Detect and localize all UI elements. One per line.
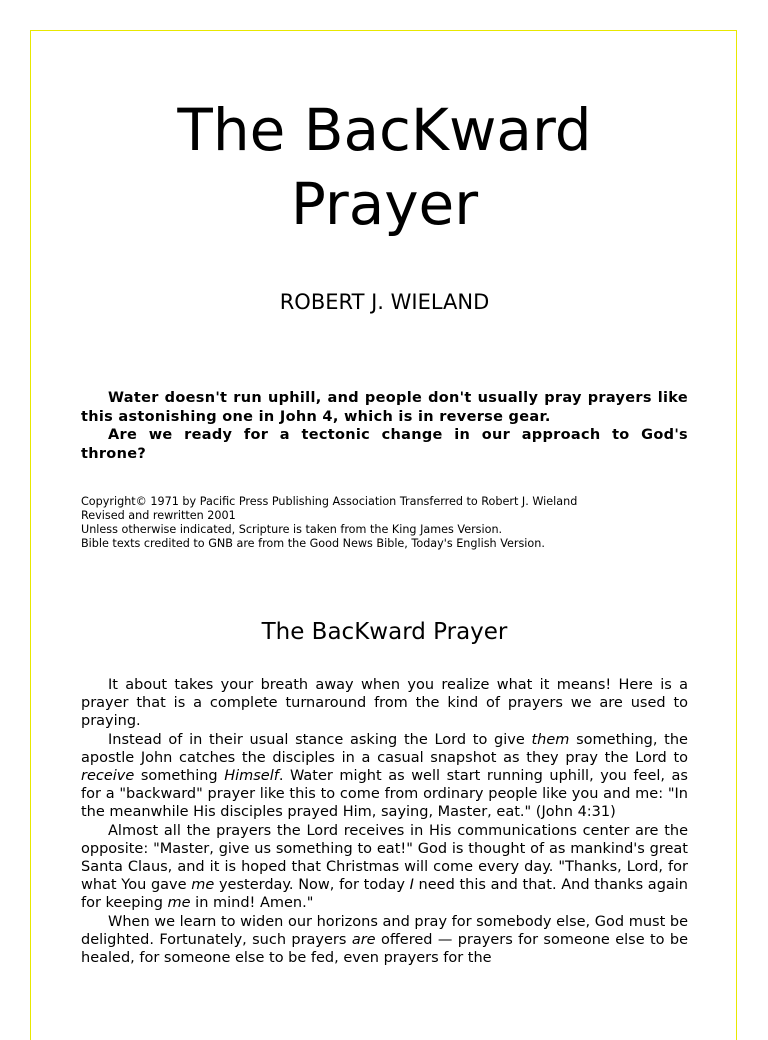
body-paragraph-1 (81, 676, 688, 731)
body-text (81, 676, 688, 967)
text-run: . Water might as well start running uphill, you feel, as for a "backward" prayer like this to come from ordinary people like you and me: "In the meanwhile His disciples prayed Him, saying, Master, eat." (John 4:31) (81, 768, 688, 821)
body-paragraph-3 (81, 822, 688, 913)
document-title (31, 93, 738, 241)
body-paragraph-2 (81, 731, 688, 822)
emphasis: me (191, 877, 215, 894)
author-name: ROBERT J. WIELAND (279, 290, 490, 314)
emphasis: I (409, 877, 414, 894)
copyright-line-3: Unless otherwise indicated, Scripture is taken from the King James Version. (81, 523, 503, 536)
teaser-paragraph-2: Are we ready for a tectonic change in our approach to God's throne? (81, 427, 688, 462)
emphasis: me (167, 895, 191, 912)
document-page (30, 30, 737, 1040)
paragraph-text: It about takes your breath away when you realize what it means! Here is a prayer that is a complete turnaround from the kind of prayers we are used to praying. (81, 677, 688, 730)
copyright-line-2: Revised and rewritten 2001 (81, 509, 236, 522)
copyright-notice (81, 495, 701, 551)
text-run: something (134, 768, 225, 785)
body-paragraph-4 (81, 913, 688, 968)
chapter-heading: The BacKward Prayer (261, 619, 508, 645)
text-run: yesterday. Now, for today (214, 877, 410, 894)
text-run: offered — prayers for someone else to be healed, for someone else to be fed, even prayers for the (81, 931, 688, 967)
text-run: Almost all the prayers the Lord receives in His communications center are the opposite: "Master, give us something to eat!" God is thought of as mankind's great Santa Claus, and it is hoped that Christmas will come every day. "Thanks, Lord, for what You gave (81, 822, 688, 894)
copyright-line-4: Bible texts credited to GNB are from the Good News Bible, Today's English Version. (81, 537, 545, 550)
text-run: need this and that. And thanks again for keeping (81, 877, 688, 912)
emphasis: Himself (224, 768, 279, 785)
title-line-1: The BacKward (177, 96, 592, 164)
emphasis: them (531, 731, 570, 748)
copyright-line-1: Copyright© 1971 by Pacific Press Publishing Association Transferred to Robert J. Wieland (81, 495, 578, 508)
teaser-paragraph-1: Water doesn't run uphill, and people don't usually pray prayers like this astonishing one in John 4, which is in reverse gear. (81, 390, 688, 425)
emphasis: receive (81, 768, 135, 785)
text-run: Instead of in their usual stance asking the Lord to give (108, 731, 532, 748)
emphasis: are (351, 931, 376, 948)
teaser-blurb (81, 389, 688, 463)
text-run: in mind! Amen." (190, 895, 314, 912)
text-run: When we learn to widen our horizons and pray for somebody else, God must be delighted. Fortunately, such prayers (81, 913, 688, 948)
text-run: something, the apostle John catches the disciples in a casual snapshot as they pray the Lord to (81, 731, 688, 766)
title-line-2: Prayer (290, 170, 479, 238)
